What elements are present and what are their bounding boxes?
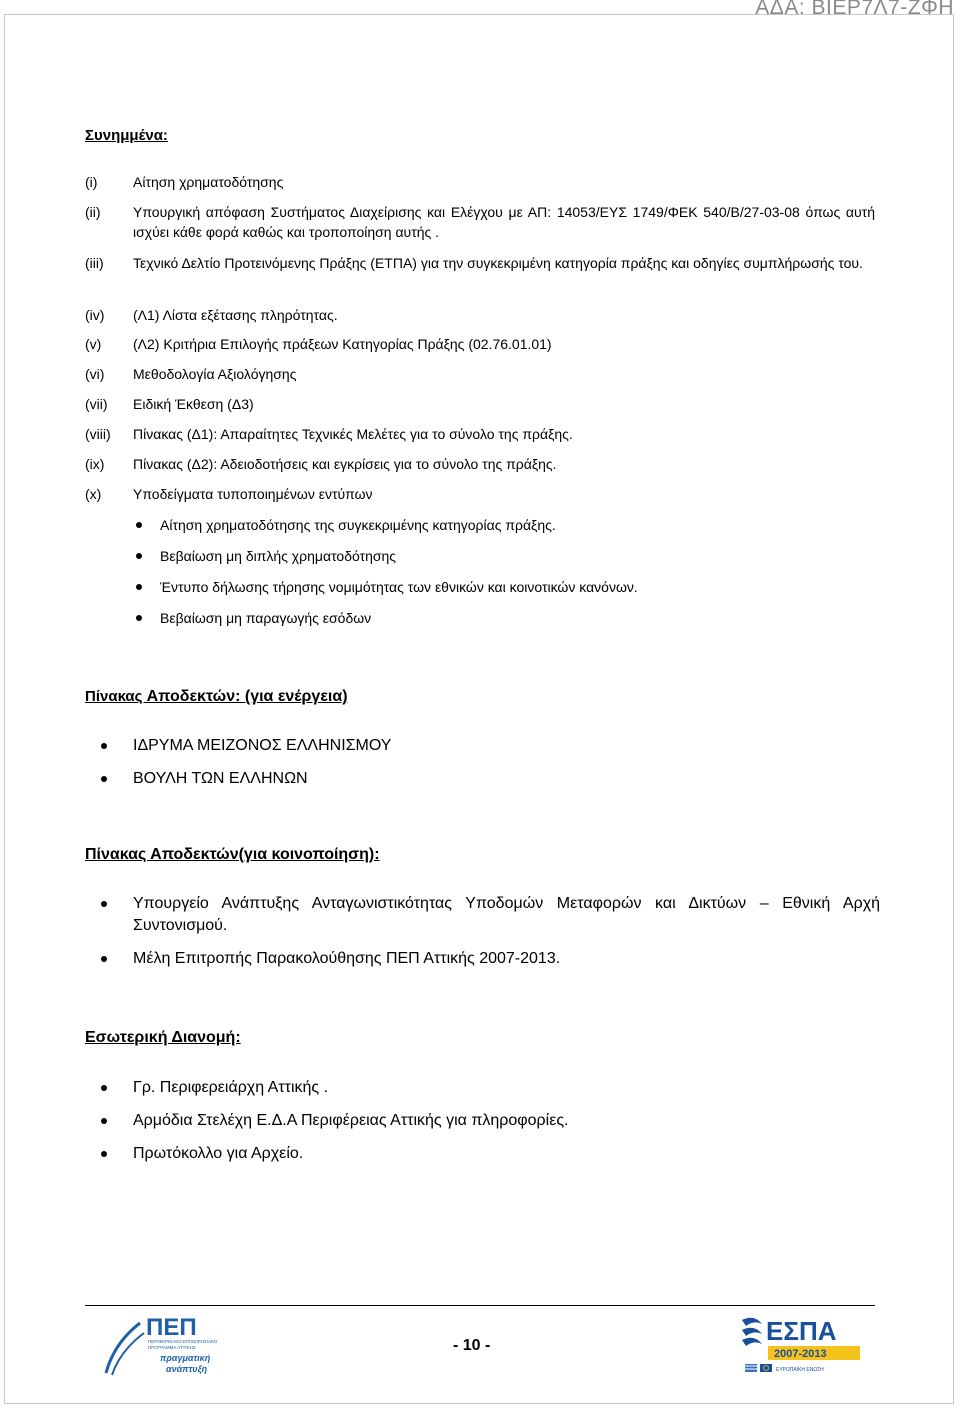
footer-divider bbox=[85, 1305, 875, 1306]
bullet-icon bbox=[136, 553, 142, 559]
item-text: Έντυπο δήλωσης τήρησης νομιμότητας των εθνικών και κοινοτικών κανόνων. bbox=[160, 579, 638, 595]
greek-flag-icon bbox=[745, 1364, 757, 1372]
item-number: (ii) bbox=[85, 204, 101, 220]
page-number: - 10 - bbox=[453, 1337, 491, 1354]
list-item bbox=[100, 1077, 880, 1110]
list-item bbox=[85, 172, 875, 202]
item-number: (viii) bbox=[85, 426, 111, 442]
espa-logo-mark bbox=[742, 1318, 762, 1326]
bullet-icon bbox=[136, 615, 142, 621]
item-text: Τεχνικό Δελτίο Προτεινόμενης Πράξης (ΕΤΠΑ) για την συγκεκριμένη κατηγορία πράξης και οδηγίες συμπλήρωσής του. bbox=[133, 255, 863, 271]
list-item bbox=[100, 735, 880, 768]
pep-logo-slogan1: πραγματική bbox=[160, 1353, 211, 1363]
title-main: Αποδεκτών: (για ενέργεια) bbox=[146, 688, 348, 705]
templates-sublist bbox=[135, 515, 638, 639]
list-item bbox=[135, 515, 638, 546]
item-number: (iii) bbox=[85, 255, 104, 271]
recipients-action-list bbox=[100, 735, 880, 801]
pep-logo-swoosh bbox=[112, 1333, 144, 1375]
espa-logo-years: 2007-2013 bbox=[774, 1348, 827, 1360]
item-text: Πίνακας (Δ2): Αδειοδοτήσεις και εγκρίσεις για το σύνολο της πράξης. bbox=[133, 456, 557, 472]
espa-logo-mark bbox=[742, 1328, 762, 1336]
item-text: ΒΟΥΛΗ ΤΩΝ ΕΛΛΗΝΩΝ bbox=[133, 770, 308, 787]
list-item bbox=[100, 948, 880, 981]
item-number: (vi) bbox=[85, 366, 105, 382]
bullet-icon bbox=[101, 1118, 107, 1124]
item-text: Υποδείγματα τυποποιημένων εντύπων bbox=[133, 486, 373, 502]
attachments-list bbox=[85, 172, 875, 514]
list-item bbox=[100, 1143, 880, 1176]
recipients-notify-list bbox=[100, 893, 880, 981]
bullet-icon bbox=[136, 522, 142, 528]
list-item bbox=[85, 424, 875, 454]
item-text: Υπουργική απόφαση Συστήματος Διαχείρισης και Ελέγχου με ΑΠ: 14053/ΕΥΣ 1749/ΦΕΚ 540/Β/27-03-08 όπως αυτή ισχύει κάθε φορά καθώς και τροποποίηση αυτής . bbox=[133, 204, 875, 240]
list-item bbox=[85, 484, 875, 514]
list-item bbox=[85, 364, 875, 394]
internal-distribution-list bbox=[100, 1077, 880, 1176]
pep-logo-line1: ΠΕΡΙΦΕΡΕΙΑΚΟ ΕΠΙΧΕΙΡΗΣΙΑΚΟ bbox=[148, 1339, 218, 1344]
list-item bbox=[100, 1110, 880, 1143]
espa-logo-word: ΕΣΠΑ bbox=[766, 1316, 837, 1346]
item-number: (vii) bbox=[85, 396, 108, 412]
bullet-icon bbox=[101, 901, 107, 907]
item-text: Υπουργείο Ανάπτυξης Ανταγωνιστικότητας Υποδομών Μεταφορών και Δικτύων – Εθνική Αρχή Συντονισμού. bbox=[133, 895, 880, 934]
ada-code: ΑΔΑ: ΒΙΕΡ7Λ7-ΖΦΗ bbox=[755, 0, 954, 19]
list-item bbox=[85, 394, 875, 424]
item-text: Αίτηση χρηματοδότησης bbox=[133, 174, 284, 190]
item-number: (iv) bbox=[85, 307, 105, 323]
attachments-title: Συνημμένα: bbox=[85, 127, 168, 144]
item-text: Ειδική Έκθεση (Δ3) bbox=[133, 396, 254, 412]
item-text: (Λ1) Λίστα εξέτασης πληρότητας. bbox=[133, 307, 338, 323]
list-item bbox=[135, 608, 638, 639]
espa-logo bbox=[740, 1310, 865, 1378]
item-text: Βεβαίωση μη παραγωγής εσόδων bbox=[160, 610, 372, 626]
item-text: Βεβαίωση μη διπλής χρηματοδότησης bbox=[160, 548, 397, 564]
title-prefix: Πίνακας bbox=[85, 688, 147, 705]
espa-logo-mark bbox=[742, 1338, 762, 1346]
item-text: Μεθοδολογία Αξιολόγησης bbox=[133, 366, 297, 382]
espa-logo-slogan: ΕΥΡΩΠΑΪΚΗ ΕΝΩΣΗ bbox=[776, 1367, 824, 1373]
list-item bbox=[85, 454, 875, 484]
list-item bbox=[100, 768, 880, 801]
item-text: Αίτηση χρηματοδότησης της συγκεκριμένης κατηγορίας πράξης. bbox=[160, 517, 556, 533]
bullet-icon bbox=[101, 956, 107, 962]
item-text: Μέλη Επιτροπής Παρακολούθησης ΠΕΠ Αττικής 2007-2013. bbox=[133, 950, 561, 967]
item-text: ΙΔΡΥΜΑ ΜΕΙΖΟΝΟΣ ΕΛΛΗΝΙΣΜΟΥ bbox=[133, 737, 392, 754]
list-item bbox=[85, 202, 875, 253]
list-item bbox=[85, 253, 875, 305]
item-text: Γρ. Περιφερειάρχη Αττικής . bbox=[133, 1079, 329, 1096]
item-text: Πρωτόκολλο για Αρχείο. bbox=[133, 1145, 304, 1162]
pep-logo-slogan2: ανάπτυξη bbox=[166, 1364, 208, 1374]
list-item bbox=[135, 577, 638, 608]
item-text: (Λ2) Κριτήρια Επιλογής πράξεων Κατηγορίας Πράξης (02.76.01.01) bbox=[133, 336, 552, 352]
bullet-icon bbox=[101, 1151, 107, 1157]
list-item bbox=[85, 334, 875, 364]
list-item bbox=[100, 893, 880, 948]
item-number: (v) bbox=[85, 336, 102, 352]
item-number: (i) bbox=[85, 174, 98, 190]
item-text: Αρμόδια Στελέχη Ε.Δ.Α Περιφέρειας Αττικής για πληροφορίες. bbox=[133, 1112, 569, 1129]
bullet-icon bbox=[101, 1085, 107, 1091]
item-number: (ix) bbox=[85, 456, 105, 472]
bullet-icon bbox=[136, 584, 142, 590]
item-number: (x) bbox=[85, 486, 102, 502]
recipients-action-title bbox=[85, 688, 348, 706]
bullet-icon bbox=[101, 743, 107, 749]
pep-logo-swoosh bbox=[106, 1323, 140, 1373]
internal-distribution-title: Εσωτερική Διανομή: bbox=[85, 1029, 241, 1046]
list-item bbox=[135, 546, 638, 577]
bullet-icon bbox=[101, 776, 107, 782]
pep-logo-line2: ΠΡΟΓΡΑΜΜΑ ΑΤΤΙΚΗΣ bbox=[148, 1345, 196, 1350]
item-text: Πίνακας (Δ1): Απαραίτητες Τεχνικές Μελέτες για το σύνολο της πράξης. bbox=[133, 426, 573, 442]
list-item bbox=[85, 305, 875, 334]
recipients-notify-title: Πίνακας Αποδεκτών(για κοινοποίηση): bbox=[85, 846, 380, 863]
pep-logo bbox=[100, 1313, 230, 1377]
pep-logo-word: ΠΕΠ bbox=[146, 1314, 197, 1341]
